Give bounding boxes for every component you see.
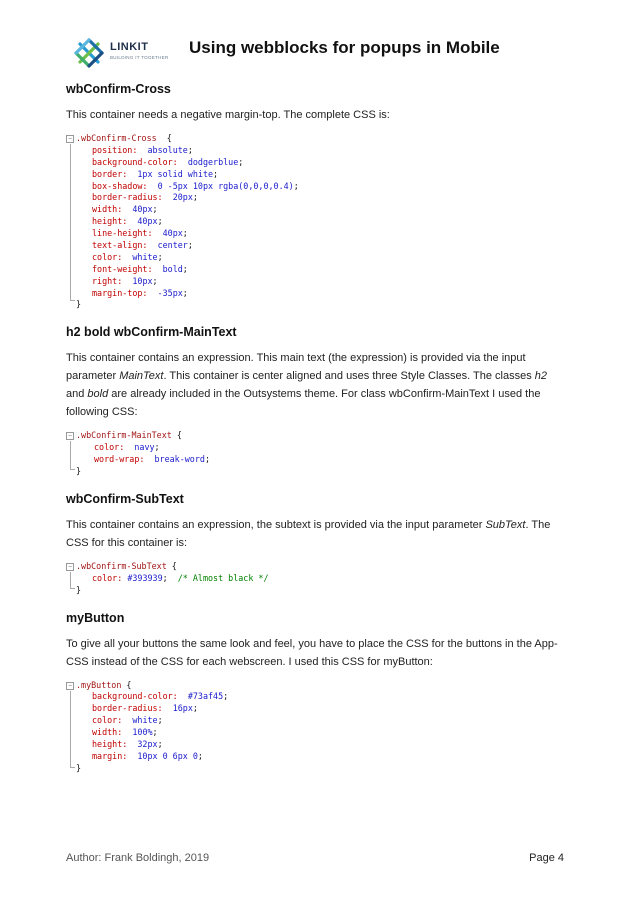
code-line: color: navy; xyxy=(94,442,160,453)
code-comment: /* Almost black */ xyxy=(177,572,269,583)
code-value: 40px xyxy=(162,228,183,239)
section-heading-mybutton: myButton xyxy=(66,610,125,625)
code-value: 20px xyxy=(172,192,193,203)
code-value: 10px 0 6px 0 xyxy=(137,750,198,761)
code-property: border-radius: xyxy=(92,192,163,203)
text-run: parameter xyxy=(66,370,120,383)
code-line: color: #393939; /* Almost black */ xyxy=(92,572,269,583)
code-value: #73af45 xyxy=(187,691,224,702)
code-property: color: xyxy=(92,251,123,262)
code-lines xyxy=(66,691,566,762)
code-value: dodgerblue xyxy=(187,156,239,167)
code-property: color: xyxy=(94,442,125,453)
code-value: 40px xyxy=(137,216,158,227)
code-property: margin-top: xyxy=(92,287,148,298)
code-selector: .wbConfirm-SubText xyxy=(76,560,167,571)
fold-toggle-icon[interactable]: − xyxy=(66,563,74,571)
code-value: 32px xyxy=(137,739,158,750)
logo-tagline: BUILDING IT TOGETHER xyxy=(110,55,169,60)
code-value: 1px solid white xyxy=(137,168,214,179)
code-value: #393939 xyxy=(127,572,163,583)
logo-name: LINKIT xyxy=(110,41,149,53)
code-value: bold xyxy=(162,263,183,274)
fold-toggle-icon[interactable]: − xyxy=(66,432,74,440)
code-brace: { xyxy=(121,679,132,690)
code-property: width: xyxy=(92,727,123,738)
code-value: 10px xyxy=(132,275,153,286)
code-line: height: 32px; xyxy=(92,739,163,750)
fold-guide xyxy=(70,572,75,589)
text-run: This container contains an expression, the subtext is provided via the input parameter xyxy=(66,518,486,531)
code-property: margin: xyxy=(92,750,128,761)
page-header xyxy=(74,34,594,74)
code-line: border: 1px solid white; xyxy=(92,168,219,179)
code-line: font-weight: bold; xyxy=(92,263,188,274)
code-value: 100% xyxy=(132,727,153,738)
code-block-maintext xyxy=(66,430,566,478)
linkit-logo xyxy=(74,34,184,72)
code-brace: { xyxy=(156,133,172,143)
code-property: height: xyxy=(92,216,128,227)
linkit-logo-icon xyxy=(74,38,104,68)
code-line: width: 100%; xyxy=(92,727,158,738)
code-property: position: xyxy=(92,144,138,155)
code-property: height: xyxy=(92,739,128,750)
fold-guide xyxy=(70,441,75,470)
text-line: following CSS: xyxy=(66,406,138,419)
code-line: word-wrap: break-word; xyxy=(94,454,210,465)
code-property: word-wrap: xyxy=(94,454,145,465)
text-italic: bold xyxy=(87,388,109,401)
fold-toggle-icon[interactable]: − xyxy=(66,682,74,690)
code-property: box-shadow: xyxy=(92,180,148,191)
code-line: color: white; xyxy=(92,251,163,262)
code-brace: { xyxy=(166,560,177,571)
code-value: 16px xyxy=(172,703,193,714)
page-content xyxy=(66,82,566,775)
document-title: Using webblocks for popups in Mobile xyxy=(189,38,500,57)
code-property: border: xyxy=(92,168,128,179)
text-line: This container contains an expression. This main text (the expression) is provided via the input xyxy=(66,352,526,365)
code-line: width: 40px; xyxy=(92,204,158,215)
section-heading-subtext: wbConfirm-SubText xyxy=(66,491,184,506)
section-text-mybutton xyxy=(66,635,566,671)
code-value: 0 -5px 10px rgba(0,0,0,0.4) xyxy=(157,180,294,191)
text-italic: h2 xyxy=(534,370,548,383)
section-text-cross: This container needs a negative margin-top. The complete CSS is: xyxy=(66,109,390,121)
code-line: margin: 10px 0 6px 0; xyxy=(92,750,203,761)
code-value: -35px xyxy=(157,287,183,298)
code-line: background-color: #73af45; xyxy=(92,691,229,702)
code-line: border-radius: 20px; xyxy=(92,192,198,203)
text-run: . The xyxy=(525,518,551,531)
code-brace: { xyxy=(171,430,182,441)
code-property: background-color: xyxy=(92,156,178,167)
code-line: margin-top: -35px; xyxy=(92,287,188,298)
code-line: box-shadow: 0 -5px 10px rgba(0,0,0,0.4); xyxy=(92,180,299,191)
code-selector: .wbConfirm-Cross xyxy=(76,133,157,143)
code-line: color: white; xyxy=(92,715,163,726)
code-selector: .myButton xyxy=(76,679,122,690)
code-property: right: xyxy=(92,275,123,286)
code-line: right: 10px; xyxy=(92,275,158,286)
fold-guide xyxy=(70,691,75,768)
fold-guide xyxy=(70,144,75,301)
code-line: border-radius: 16px; xyxy=(92,703,198,714)
code-property: color: xyxy=(92,572,123,583)
code-close-brace: } xyxy=(76,299,82,310)
code-property: width: xyxy=(92,204,123,215)
code-block-mybutton xyxy=(66,680,566,775)
code-lines xyxy=(66,145,566,300)
fold-toggle-icon[interactable]: − xyxy=(66,135,74,143)
code-block-subtext xyxy=(66,561,566,597)
text-run: and xyxy=(66,388,88,401)
code-property: font-weight: xyxy=(92,263,153,274)
code-value: break-word xyxy=(154,454,205,465)
code-property: color: xyxy=(92,715,123,726)
code-line: text-align: center; xyxy=(92,240,193,251)
text-run: are already included in the Outsystems theme. For class wbConfirm-MainText I used the xyxy=(108,388,541,401)
code-value: center xyxy=(157,240,188,251)
section-heading-maintext: h2 bold wbConfirm-MainText xyxy=(66,325,237,340)
code-value: white xyxy=(132,715,158,726)
code-value: 40px xyxy=(132,204,153,215)
code-line: background-color: dodgerblue; xyxy=(92,156,244,167)
code-lines xyxy=(66,442,566,466)
code-close-brace: } xyxy=(76,584,82,595)
section-heading-cross: wbConfirm-Cross xyxy=(66,82,171,96)
code-line: height: 40px; xyxy=(92,216,163,227)
code-line: line-height: 40px; xyxy=(92,228,188,239)
code-value: navy xyxy=(134,442,155,453)
code-block-cross xyxy=(66,133,566,311)
footer-page-number: Page 4 xyxy=(529,852,564,864)
code-property: text-align: xyxy=(92,240,148,251)
code-property: line-height: xyxy=(92,228,153,239)
section-text-subtext xyxy=(66,516,566,552)
code-close-brace: } xyxy=(76,466,82,477)
code-close-brace: } xyxy=(76,762,82,773)
code-property: background-color: xyxy=(92,691,178,702)
code-line: position: absolute; xyxy=(92,144,193,155)
text-line: To give all your buttons the same look and feel, you have to place the CSS for the buttons in the App- xyxy=(66,637,558,650)
text-run: . This container is center aligned and uses three Style Classes. The classes xyxy=(163,370,535,383)
code-selector: .wbConfirm-MainText xyxy=(76,430,172,441)
text-line: CSS instead of the CSS for each webscreen. I used this CSS for myButton: xyxy=(66,655,433,668)
footer-author: Author: Frank Boldingh, 2019 xyxy=(66,852,210,864)
text-italic: SubText xyxy=(485,518,526,531)
code-property: border-radius: xyxy=(92,703,163,714)
section-text-maintext xyxy=(66,349,566,421)
code-value: absolute xyxy=(147,144,188,155)
text-italic: MainText xyxy=(119,370,164,383)
code-value: white xyxy=(132,251,158,262)
text-line: CSS for this container is: xyxy=(66,536,188,549)
